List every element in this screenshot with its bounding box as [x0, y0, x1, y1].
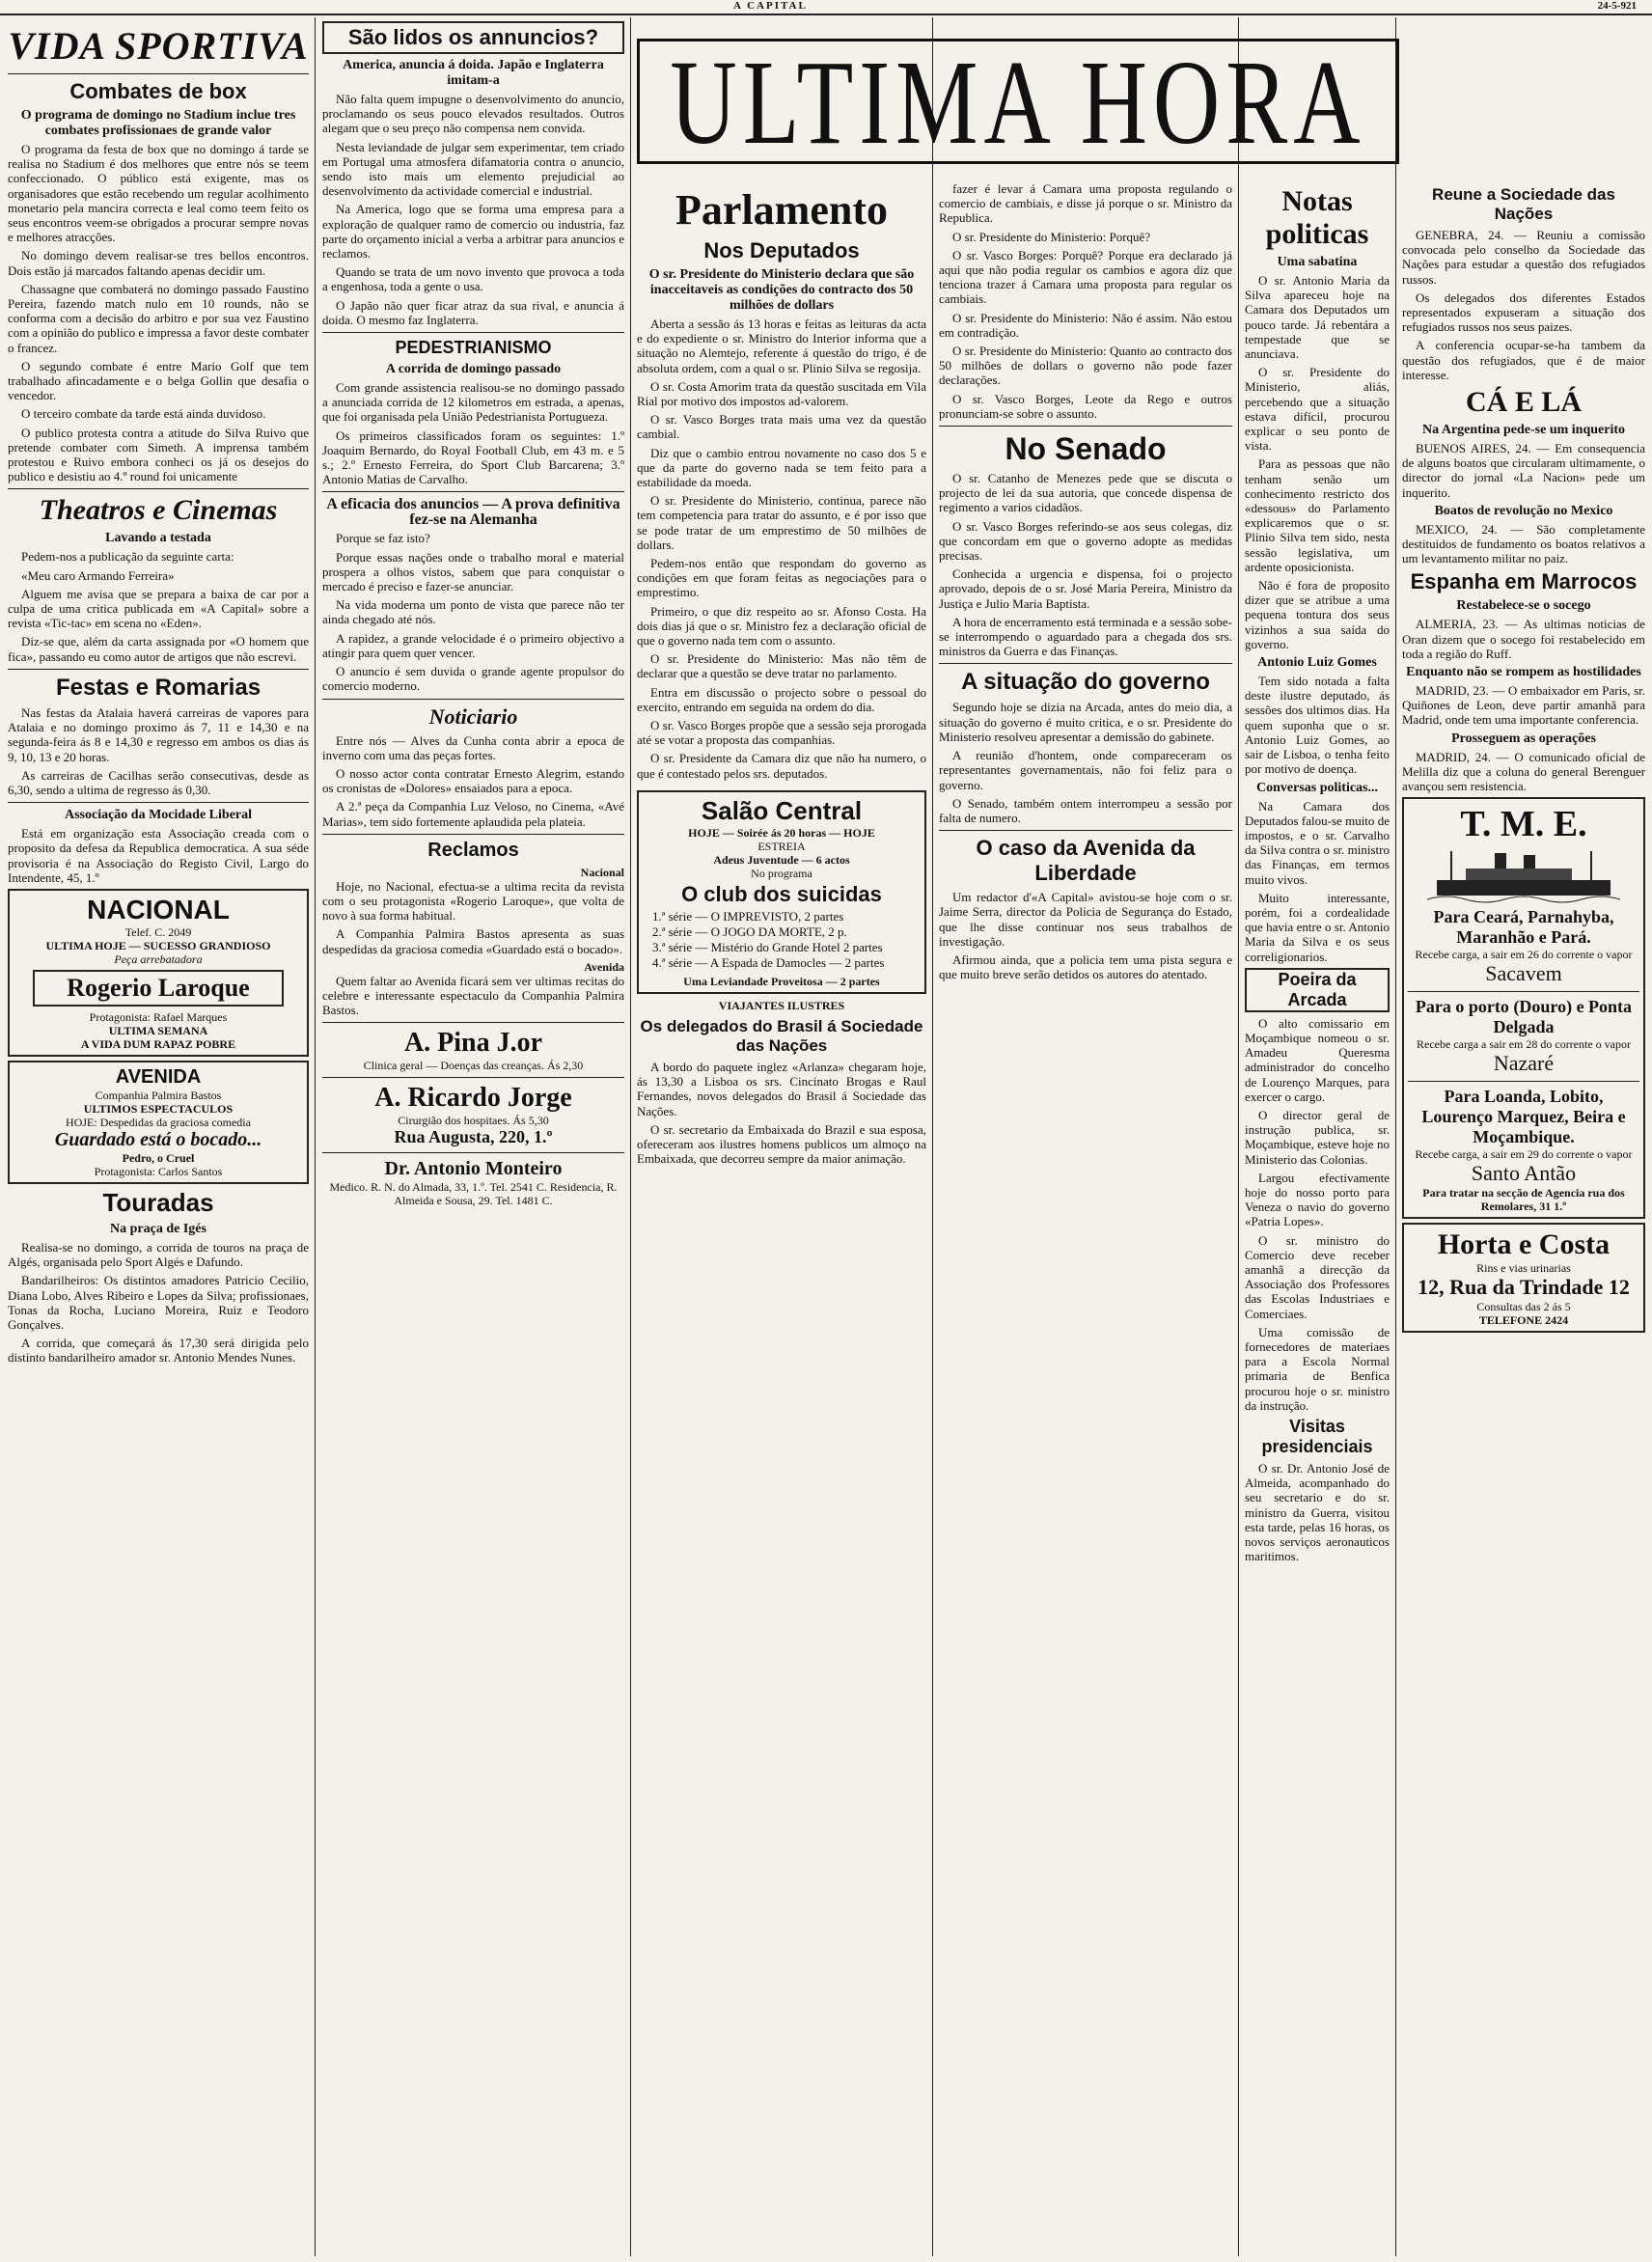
rule	[322, 1152, 624, 1153]
ad-jorge-addr: Rua Augusta, 220, 1.º	[394, 1127, 553, 1147]
ad-tme-ship: Santo Antão	[1471, 1161, 1577, 1186]
paragraph: A reunião d'hontem, onde compareceram os representantes governamentais, não foi feliz para o governo.	[939, 748, 1232, 792]
paragraph: Aberta a sessão ás 13 horas e feitas as leituras da acta e do expediente o sr. Ministro do Interior informa que a situação no Alemtejo, referente á questão do trigo, é de absoluta ordem, com a qual o sr. Plinio Silva se regosija.	[637, 317, 926, 375]
rule	[939, 663, 1232, 664]
subhead-sabatina: Uma sabatina	[1277, 255, 1358, 269]
ad-tme-text: Recebe carga, a sair em 26 do corrente o vapor	[1415, 948, 1633, 962]
paragraph: Quando se trata de um novo invento que provoca a toda a engenhosa, toda a gente o usa.	[322, 264, 624, 294]
subhead-box: O programa de domingo no Stadium inclue tres combates profissionaes de grande valor	[20, 108, 296, 138]
ad-tme-text: Recebe carga a sair em 28 do corrente o vapor	[1416, 1037, 1631, 1052]
issue-date: 24-5-921	[1597, 0, 1637, 12]
paragraph: O sr. Presidente do Ministerio: Mas não têm de declarar que a questão se deve tratar no parlamento.	[637, 651, 926, 681]
paragraph: O sr. Vasco Borges trata mais uma vez da questão cambial.	[637, 412, 926, 442]
rule	[8, 488, 309, 489]
subhead-espanha: Restabelece-se o socego	[1456, 598, 1591, 614]
ad-tme-ship: Nazaré	[1493, 1051, 1555, 1076]
ad-pina-text: Clinica geral — Doenças das creanças. Ás 2,30	[363, 1059, 584, 1073]
rule	[322, 1022, 624, 1023]
ad-nacional-line: A VIDA DUM RAPAZ POBRE	[80, 1036, 236, 1051]
headline-annuncios: São lidos os annuncios?	[322, 21, 624, 54]
ad-horta-costa	[1402, 1223, 1645, 1333]
ad-nacional-line: ULTIMA HOJE — SUCESSO GRANDIOSO	[45, 938, 271, 952]
paragraph: O segundo combate é entre Mario Golf que tem trabalhado afincadamente e o belga Gollin que desafia o vencedor.	[8, 358, 309, 403]
paragraph: Uma comissão de fornecedores de materiaes para a Escola Normal primaria de Benfica procurou hoje o sr. ministro da instrução.	[1245, 1324, 1390, 1413]
rule	[8, 669, 309, 670]
heading-prosseguem: Prosseguem as operações	[1451, 731, 1596, 746]
rule	[322, 332, 624, 333]
heading-viajantes: VIAJANTES ILUSTRES	[718, 998, 845, 1012]
heading-associacao: Associação da Mocidade Liberal	[64, 808, 253, 823]
steamship-icon	[1427, 847, 1620, 905]
ad-avenida-line: Protagonista: Carlos Santos	[94, 1164, 223, 1178]
ad-jorge-name: A. Ricardo Jorge	[374, 1083, 572, 1114]
subhead-annuncios: America, anuncia á doida. Japão e Inglaterra imitam-a	[343, 58, 604, 88]
ad-nacional-star: Rogerio Laroque	[33, 970, 284, 1007]
paragraph: Nas festas da Atalaia haverá carreiras de vapores para Atalaia e no domingo proximo ás 7, 11 e 14,30 e na segunda-feira ás 8 e 14,30 e regresso em ambos os dias ás 9, 10, 13 e 20 horas.	[8, 704, 309, 764]
heading-eficacia: A eficacia dos anuncios — A prova definitiva fez-se na Alemanha	[326, 496, 620, 529]
heading-argentina: Na Argentina pede-se um inquerito	[1422, 423, 1625, 438]
paragraph: fazer é levar á Camara uma proposta regulando o comercio de cambiais, e disse já porque o sr. Ministro da Republica.	[939, 181, 1232, 226]
ad-avenida-line: Pedro, o Cruel	[122, 1150, 195, 1165]
heading-sociedade-nacoes: Reune a Sociedade das Nações	[1432, 185, 1615, 223]
ad-tme-route: Para o porto (Douro) e Ponta Delgada	[1415, 997, 1633, 1037]
heading-deputados: Nos Deputados	[703, 238, 860, 262]
paragraph: Bandarilheiros: Os distintos amadores Patricio Cecilio, Diana Lobo, Alves Ribeiro e Lopes da Silva; profissionaes, Tonas da Rocha, Luciano Moreira, Ruiz e Teodoro Gonçalves.	[8, 1273, 309, 1332]
ad-avenida-name: AVENIDA	[115, 1065, 202, 1088]
headline-box: Combates de box	[69, 79, 247, 103]
label-avenida: Avenida	[584, 959, 624, 974]
paragraph: A hora de encerramento está terminada e a sessão sobe-se interrompendo o aguardado para a chegada dos srs. ministros da Guerra e das Finanças.	[939, 614, 1232, 659]
paragraph: O director geral de instrução publica, sr. Moçambique, esteve hoje no Ministerio das Colonias.	[1245, 1107, 1390, 1167]
ad-tme-route: Para Ceará, Parnahyba, Maranhão e Pará.	[1433, 907, 1614, 948]
paragraph: Quem faltar ao Avenida ficará sem ver ultimas recitas do celebre e interessante espectaculo da Companhia Palmira Bastos.	[322, 973, 624, 1018]
ad-tme-route: Para Loanda, Lobito, Lourenço Marquez, Beira e Moçambique.	[1421, 1087, 1626, 1147]
paragraph: Conhecida a urgencia e dispensa, foi o projecto aprovado, depois de o sr. José Maria Pereira, Ministro da Justiça e Julio Maria Baptista.	[939, 566, 1232, 611]
paragraph: O sr. Vasco Borges, Leote da Rego e outros pronunciam-se sobre o assunto.	[939, 391, 1232, 421]
paragraph: A 2.ª peça da Companhia Luz Veloso, no Cinema, «Avé Marias», tem sido fortemente aplaudida pela plateia.	[322, 799, 624, 829]
paragraph: O nosso actor conta contratar Ernesto Alegrim, estando os cronistas de «Dolores» ensaiados para a epoca.	[322, 765, 624, 796]
section-title-theatros: Theatros e Cinemas	[39, 494, 278, 527]
paragraph: Porque essas nações onde o trabalho moral e material prospera a olhos vistos, sabem que para conquistar o mercado é preciso e fazer-se anunciar.	[322, 549, 624, 594]
paragraph: O sr. ministro do Comercio deve receber amanhã a direcção da Associação dos Professores das Escolas Industriaes e Comerciaes.	[1245, 1232, 1390, 1321]
subhead-deputados: O sr. Presidente do Ministerio declara que são inacceitaveis as condições do contracto dos 50 milhões de dollars	[648, 267, 915, 313]
ad-horta-name: Horta e Costa	[1437, 1228, 1611, 1261]
ad-avenida	[8, 1061, 309, 1184]
rule	[322, 699, 624, 700]
paragraph: As carreiras de Cacilhas serão consecutivas, desde as 6,30, sendo a ultima de regresso ás 0,30.	[8, 767, 309, 797]
paragraph: O sr. Vasco Borges: Porquê? Porque era declarado já aqui que não podia regular os cambios e agora diz que tenciona trazer á Camara uma proposta para regular os cambiais.	[939, 247, 1232, 307]
heading-noticiario: Noticiario	[428, 703, 518, 729]
paragraph: BUENOS AIRES, 24. — Em consequencia de alguns boatos que circularam ultimamente, o director do jornal «La Nacion» pede um inquerito.	[1402, 441, 1645, 500]
ad-tme-text: Recebe carga, a sair em 29 do corrente o vapor	[1415, 1147, 1633, 1162]
paragraph: Alguem me avisa que se prepara a baixa de car por a culpa de uma critica publicada em «A Capital» sobre a revista «Tic-tac» em scena no «Eden».	[8, 586, 309, 631]
list-item: 3.ª série — Mistério do Grande Hotel 2 partes	[652, 939, 883, 954]
paragraph: GENEBRA, 24. — Reuniu a comissão convocada pelo conselho da Sociedade das Nações para estudar a questão dos refugiados russos.	[1402, 228, 1645, 287]
paragraph: O terceiro combate da tarde está ainda duvidoso.	[21, 406, 266, 422]
rule	[1408, 1081, 1639, 1082]
ad-club-list	[652, 909, 921, 971]
ad-salao-line: No programa	[751, 866, 812, 880]
paragraph: A corrida, que começará ás 17,30 será dirigida pelo distinto bandarilheiro amador sr. Antonio Mendes Nunes.	[8, 1336, 309, 1365]
paragraph: Na Camara dos Deputados falou-se muito de impostos, e o sr. Carvalho da Silva contra o sr. ministro das Finanças, em termos muito vivos.	[1245, 798, 1390, 887]
running-header	[0, 0, 1652, 15]
paragraph: «Meu caro Armando Ferreira»	[21, 567, 175, 583]
heading-luiz-gomes: Antonio Luiz Gomes	[1257, 655, 1377, 671]
heading-visitas: Visitas presidenciais	[1261, 1417, 1373, 1457]
paragraph: Diz-se que, além da carta assignada por «O homem que fica», passando eu como autor de artigos que não escrevi.	[8, 634, 309, 664]
column-parlamento	[637, 181, 926, 2256]
ad-salao-line: Adeus Juventude — 6 actos	[713, 852, 850, 867]
ad-horta-addr: 12, Rua da Trindade 12	[1418, 1275, 1630, 1300]
heading-enquanto: Enquanto não se rompem as hostilidades	[1406, 665, 1641, 680]
heading-parlamento: Parlamento	[675, 186, 888, 234]
paragraph: Pedem-nos então que respondam do governo as condições em que foram feitas as negociações para o emprestimo.	[637, 556, 926, 600]
heading-notas-politicas: Notas politicas	[1265, 185, 1369, 250]
paragraph: O sr. Vasco Borges referindo-se aos seus colegas, diz que concordam em que o governo adopte as medidas precisas.	[939, 518, 1232, 564]
heading-conversas: Conversas politicas...	[1256, 780, 1378, 795]
paragraph: Os delegados dos diferentes Estados representados expuseram a situação dos refugiados russos nos seus paizes.	[1402, 290, 1645, 335]
ad-salao-line: HOJE — Soirée ás 20 horas — HOJE	[688, 825, 875, 840]
rule	[8, 802, 309, 803]
section-title-festas: Festas e Romarias	[55, 674, 262, 701]
paragraph: O sr. secretario da Embaixada do Brazil e sua esposa, ofereceram aos ilustres homens publicos um almoço na Embaixada, que decorreu sempre da maior animação.	[637, 1121, 926, 1167]
paragraph: ALMERIA, 23. — As ultimas noticias de Oran dizem que o socego foi restabelecido em toda a região do Ruff.	[1402, 617, 1645, 661]
paragraph: Tem sido notada a falta deste ilustre deputado, ás sessões dos ultimos dias. Ha quem suponha que o sr. Antonio Luiz Gomes, ao sair de Lisboa, o tenha feito por motivo de doença.	[1245, 674, 1390, 777]
paragraph: Na America, logo que se forma uma empresa para a exploração de qualquer ramo de comercio ou industria, faz parte do orçamento inicial a verba a arbitrar para anuncios e reclamos.	[322, 202, 624, 262]
masthead-title: ULTIMA HORA	[670, 34, 1366, 169]
heading-espanha: Espanha em Marrocos	[1410, 569, 1638, 594]
paragraph: Os primeiros classificados foram os seguintes: 1.º Joaquim Bernardo, do Royal Football Club, em 43 m. e 5 s.; 2.º Ernesto Ferreira, do Sport Club Barcarena; 3.º Antonio Matias de Carvalho.	[322, 428, 624, 487]
ad-salao-title: Salão Central	[701, 795, 863, 825]
paragraph: MADRID, 23. — O embaixador em Paris, sr. Quiñones de Leon, deve partir amanhã para Madrid, onde tem uma importante conferencia.	[1402, 683, 1645, 728]
paragraph: Entre nós — Alves da Cunha conta abrir a epoca de inverno com uma das peças fortes.	[322, 732, 624, 762]
heading-poeira-arcada: Poeira da Arcada	[1245, 968, 1390, 1012]
paragraph: O sr. Presidente do Ministerio, continua, parece não tem competencia para tratar do assunto, e é por isso que se pode tratar de um emprestimo de 50 milhões de dollars.	[637, 493, 926, 552]
rule	[939, 830, 1232, 831]
heading-caso-avenida: O caso da Avenida da Liberdade	[976, 836, 1196, 886]
ad-nacional-phone: Telef. C. 2049	[124, 924, 192, 939]
paragraph: Não falta quem impugne o desenvolvimento do anuncio, proclamando os seus pouco elevados resultados. Outros alegam que o seu preço não compensa nem convida.	[322, 92, 624, 136]
paragraph: O sr. Presidente do Ministerio: Não é assim. Não estou em contradição.	[939, 310, 1232, 340]
heading-reclamos: Reclamos	[427, 839, 519, 861]
ad-horta-phone: TELEFONE 2424	[1478, 1313, 1569, 1328]
heading-senado: No Senado	[1005, 431, 1167, 467]
paragraph: Primeiro, o que diz respeito ao sr. Afonso Costa. Ha dois dias já que o sr. Ministro fez a declaração oficial de que o governo nada tem com o assunto.	[637, 603, 926, 648]
heading-situacao: A situação do governo	[961, 669, 1210, 696]
section-title-vida-sportiva: VIDA SPORTIVA	[8, 24, 309, 68]
paragraph: Realisa-se no domingo, a corrida de touros na praça de Algés, organisada pelo Sport Algés e Dafundo.	[8, 1239, 309, 1270]
ad-avenida-show: Guardado está o bocado...	[54, 1128, 262, 1150]
article-box-body	[8, 142, 309, 483]
ad-club-footer: Uma Leviandade Proveitosa — 2 partes	[683, 974, 880, 988]
paragraph: Diz que o cambio entrou novamente no caso dos 5 e que da parte do governo nada se tem feito para a estabilidade da moeda.	[637, 445, 926, 490]
paragraph: O publico protesta contra a atitude do Silva Ruivo que pretende combater com Simeth. A imprensa também protestou e Ruivo embora conheci os já os desejos do publico e desistiu ao 4.º round foi unicamente	[8, 425, 309, 484]
rule	[322, 834, 624, 835]
paragraph: Entra em discussão o projecto sobre o pessoal do exercito, entrando em seguida na ordem do dia.	[637, 684, 926, 714]
ad-jorge-text: Cirurgião dos hospitaes. Ás 5,30	[398, 1114, 549, 1128]
paragraph: MEXICO, 24. — São completamente destituidos de fundamento os boatos relativos a um levantamento militar no paiz.	[1402, 521, 1645, 566]
ad-monteiro-text: Medico. R. N. do Almada, 33, 1.º. Tel. 2541 C. Residencia, R. Almeida e Sousa, 29. Tel. 1481 C.	[329, 1180, 618, 1208]
section-title-touradas: Touradas	[102, 1187, 214, 1217]
column-sport	[8, 17, 309, 2256]
paragraph: O sr. Catanho de Menezes pede que se discuta o projecto de lei da sua autoria, que concede dispensa de regimento a varios cidadãos.	[939, 471, 1232, 515]
column-notas	[1245, 181, 1390, 2256]
column-senado	[939, 181, 1232, 2256]
paragraph: No domingo devem realisar-se tres bellos encontros. Dois estão já marcados faltando apenas decidir um.	[8, 248, 309, 278]
column-rule	[932, 17, 933, 2256]
ad-tme-ship: Sacavem	[1485, 961, 1562, 986]
ad-tme-footer: Para tratar na secção de Agencia rua dos Remolares, 31 1.º	[1422, 1186, 1625, 1214]
paragraph: O sr. Vasco Borges propõe que a sessão seja prorogada até se votar a proposta das companhias.	[637, 718, 926, 748]
paragraph: Está em organização esta Associação creada com o proposito da defesa da Republica democratica. A sua séde provisoria é na Associação do Registo Civil, Largo do Intendente, 45, 1.º	[8, 826, 309, 885]
ad-tme-name: T. M. E.	[1460, 804, 1587, 845]
paragraph: O sr. Presidente da Camara diz que não ha numero, o que é contestado pelos srs. deputados.	[637, 751, 926, 781]
ad-avenida-company: Companhia Palmira Bastos	[95, 1088, 222, 1102]
rule	[322, 491, 624, 492]
rule	[939, 426, 1232, 427]
paragraph: O sr. Dr. Antonio José de Almeida, acompanhado do seu secretario e do sr. ministro da Guerra, visitou esta tarde, pelas 16 horas, os novos serviços aeronauticos maritimos.	[1245, 1461, 1390, 1564]
running-head-title: A CAPITAL	[733, 0, 808, 12]
column-rule	[1238, 17, 1239, 2256]
paragraph: O sr. Presidente do Ministerio, aliás, percebendo que a situação estava difícil, procurou explicar o seu ponto de vista.	[1245, 365, 1390, 454]
paragraph: Largou efectivamente hoje do nosso porto para Veneza o navio do governo «Patria Lopes».	[1245, 1170, 1390, 1229]
rule	[8, 73, 309, 74]
subhead-viajantes: Os delegados do Brasil á Sociedade das Nações	[640, 1016, 923, 1055]
paragraph: O alto comissario em Moçambique nomeou o sr. Amadeu Queresma administrador do concelho de Lourenço Marques, para exercer o cargo.	[1245, 1015, 1390, 1104]
paragraph: A bordo do paquete inglez «Arlanza» chegaram hoje, ás 13,30 a Lisboa os srs. Cincinato Brogas e Raul Fernandes, novos delegados do Brasil á Sociedade das Nações.	[637, 1059, 926, 1118]
column-rule	[630, 17, 631, 2256]
heading-ca-e-la: CÁ E LÁ	[1465, 386, 1582, 419]
paragraph: Nesta leviandade de julgar sem experimentar, tem criado em Portugal uma atmosfera difamatoria contra o anuncio, sendo isto mais um elemento prejudicial ao desenvolvimento da actividade comercial e industrial.	[322, 139, 624, 199]
rule	[322, 1077, 624, 1078]
paragraph: MADRID, 24. — O comunicado oficial de Melilla diz que a coluna do general Berenguer avançou sem resistencia.	[1402, 749, 1645, 794]
paragraph: O Japão não quer ficar atraz da sua rival, e anuncia á doida. O mesmo faz Inglaterra.	[322, 297, 624, 327]
paragraph: O Senado, também ontem interrompeu a sessão por falta de numero.	[939, 795, 1232, 825]
ad-horta-hours: Consultas das 2 ás 5	[1476, 1300, 1571, 1314]
column-rule	[1395, 17, 1396, 2256]
ad-nacional-line: Protagonista: Rafael Marques	[89, 1009, 228, 1024]
ad-nacional-line: Peça arrebatadora	[114, 952, 203, 966]
subhead-pedestrianismo: A corrida de domingo passado	[385, 362, 562, 377]
subhead-touradas: Na praça de Igés	[110, 1221, 206, 1236]
ad-salao-line: ESTREIA	[757, 839, 806, 853]
list-item: 1.ª série — O IMPREVISTO, 2 partes	[652, 908, 844, 924]
heading-mexico: Boatos de revolução no Mexico	[1434, 503, 1613, 518]
ad-club-title: O club dos suicidas	[681, 881, 882, 906]
paragraph: Porque se faz isto?	[336, 531, 430, 546]
paragraph: Pedem-nos a publicação da seguinte carta:	[21, 549, 234, 565]
paragraph: Muito interessante, porém, foi a cordealidade que havia entre o sr. Antonio Maria da Silva e os seus correligionarios.	[1245, 890, 1390, 964]
paragraph: A Companhia Palmira Bastos apresenta as suas despedidas da graciosa comedia «Guardado está o bocado».	[322, 926, 624, 956]
ad-nacional-name: NACIONAL	[87, 894, 230, 924]
ad-salao-central	[637, 790, 926, 994]
ad-nacional	[8, 889, 309, 1057]
paragraph: Um redactor d'«A Capital» avistou-se hoje com o sr. Jaime Serra, director da Policia de Segurança do Estado, que lhe disse continuar nos seus trabalhos de investigação.	[939, 890, 1232, 949]
paragraph: O sr. Antonio Maria da Silva apareceu hoje na Camara dos Deputados um pouco tarde. Já rebentára a tempestade que se anunciava.	[1245, 273, 1390, 362]
subhead-lavando: Lavando a testada	[105, 531, 211, 546]
heading-pedestrianismo: PEDESTRIANISMO	[395, 338, 552, 358]
list-item: 4.ª série — A Espada de Damocles — 2 partes	[652, 954, 885, 970]
paragraph: O sr. Costa Amorim trata da questão suscitada em Vila Rial por motivo dos impostos ad-valorem.	[637, 378, 926, 409]
paragraph: Na vida moderna um ponto de vista que parece não ter ainda chegado até nós.	[322, 597, 624, 627]
paragraph: Chassagne que combaterá no domingo passado Faustino Pereira, fazendo match nulo em 10 rounds, não se conforma com a decisão do arbitro e por sua vez Faustino com a opinião do publico e impressa a favor deste combater o francez.	[8, 281, 309, 355]
paragraph: Para as pessoas que não tenham senão um conhecimento restricto dos «dessous» do Parlamento explicaremos que o sr. Plinio Silva tem sido, nesta sessão legislativa, um ardente oposicionista.	[1245, 456, 1390, 574]
ad-pina-name: A. Pina J.or	[403, 1028, 543, 1059]
ad-tme	[1402, 797, 1645, 1219]
paragraph: O programa da festa de box que no domingo á tarde se realisa no Stadium é dos melhores que entre nós se teem confeccionado. O público está exigente, mas os organisadores que estão recebendo um regular acolhimento monetario pela mancira correcta e leal como teem feito os seus encontros veem-se obrigados a procurar sempre novas e melhores atracções.	[8, 142, 309, 245]
ad-monteiro-name: Dr. Antonio Monteiro	[384, 1158, 563, 1180]
paragraph: Hoje, no Nacional, efectua-se a ultima recita da revista com o seu protagonista «Rogerio Laroque», que volta de novo à sua forma habitual.	[322, 878, 624, 924]
label-nacional: Nacional	[580, 865, 624, 879]
paragraph: Segundo hoje se dizia na Arcada, antes do meio dia, a situação do governo é muito critica, e o sr. Presidente do Ministerio resolveu apresentar a demissão do gabinete.	[939, 700, 1232, 744]
ad-nacional-line: ULTIMA SEMANA	[108, 1023, 208, 1037]
ad-avenida-line: HOJE: Despedidas da graciosa comedia	[66, 1115, 251, 1129]
paragraph: O anuncio é sem duvida o grande agente propulsor do comercio moderno.	[322, 664, 624, 694]
paragraph: A rapidez, a grande velocidade é o primeiro objectivo a atingir para quem quer vencer.	[322, 630, 624, 660]
paragraph: O sr. Presidente do Ministerio: Porquê?	[952, 229, 1151, 244]
list-item: 2.ª série — O JOGO DA MORTE, 2 p.	[652, 924, 847, 939]
column-annuncios	[322, 17, 624, 2256]
rule	[1408, 991, 1639, 992]
column-estrangeiro	[1402, 181, 1645, 2256]
masthead-ultima-hora	[637, 34, 1399, 169]
paragraph: Não é fora de proposito dizer que se atribue a uma pequena tontura dos seus vizinhos a sua saída do governo.	[1245, 578, 1390, 651]
paragraph: Com grande assistencia realisou-se no domingo passado a anunciada corrida de 12 kilometros em estrada, a apenas, que foi organisada pela União Pedestrianista Portugueza.	[322, 380, 624, 425]
paragraph: O sr. Presidente do Ministerio: Quanto ao contracto dos 50 milhões de dollars o governo não pode fazer declarações.	[939, 344, 1232, 388]
ad-avenida-line: ULTIMOS ESPECTACULOS	[83, 1101, 234, 1116]
column-rule	[315, 17, 316, 2256]
ad-horta-line: Rins e vias urinarias	[1476, 1261, 1571, 1276]
paragraph: Afirmou ainda, que a policia tem uma pista segura e que muito breve serão detidos os autores do atentado.	[939, 952, 1232, 982]
paragraph: A conferencia ocupar-se-ha tambem da questão dos refugiados, que é de maior interesse.	[1402, 338, 1645, 382]
